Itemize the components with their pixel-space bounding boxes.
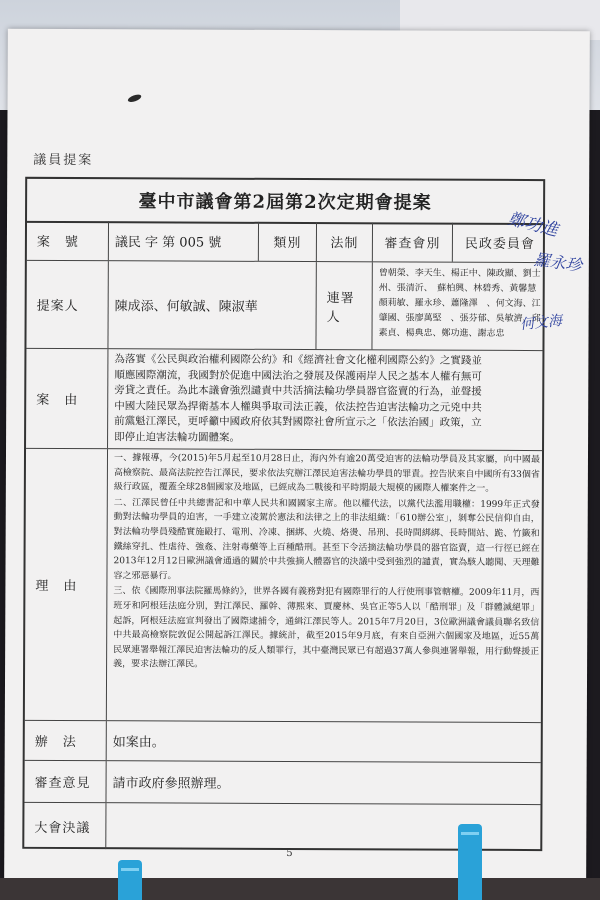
handwritten-note: 何文海 [519, 312, 563, 334]
case-number-row [27, 221, 543, 263]
reason-paragraph: 二、江澤民曾任中共總書記和中華人民共和國國家主席。他以權代法，以黨代法濫用職權：1999年正式發動對法輪功學員的迫害，一手建立凌駕於憲法和法律之上的非法組織：「610辦公室」，剝奪公民信仰自由，對法輪功學員殘酷實施毆打、電刑、冷凍、捆綁、火燒、烙燙、吊刑、長時間綁綁、長時間站、跪、竹籤和鐵絲穿扎、性虐待、強姦、注射毒藥等上百種酷刑。甚至下令活摘法輪功學員的器官盜賣，這一行徑已經在2013年12月12日歐洲議會通過的關於中共強摘人體器官的決議中受到強烈的譴責，實為駭人聽聞、天理難容之邪惡暴行。 [113, 497, 540, 582]
committee-value: 民政委員會 [464, 236, 535, 253]
cosigner-line: 肇國、張廖萬堅 、張芬郁、吳敏濟、邱 [378, 313, 541, 325]
proposers-row [26, 261, 542, 351]
proposers-label: 提案人 [26, 261, 108, 348]
reason-text [107, 449, 546, 722]
case-subject-line: 即停止迫害法輪功圖體案。 [114, 430, 241, 444]
form-title: 臺中市議會第2屆第2次定期會提案 [27, 179, 543, 225]
cosigner-line: 曾朝榮、李天生、楊正中、陳政顯、劉士 [378, 268, 541, 280]
case-number-label: 案 號 [27, 221, 109, 260]
case-subject-line: 為落實《公民與政治權利國際公約》和《經濟社會文化權利國際公約》之實踐並 [114, 353, 482, 367]
case-subject-label: 案 由 [26, 349, 108, 448]
resolution-label: 大會決議 [24, 803, 106, 849]
case-subject-line: 中國大陸民眾為捍衛基本人權與爭取司法正義，依法控告迫害法輪功之元兇中共 [114, 399, 482, 414]
review-label: 審查意見 [24, 761, 106, 802]
ink-mark [127, 93, 142, 103]
method-row [25, 721, 541, 763]
blue-marker-pen [458, 824, 482, 900]
review-row [24, 761, 540, 805]
method-label: 辦 法 [25, 721, 107, 760]
review-value: 請市政府參照辦理。 [112, 776, 230, 792]
case-subject-line: 順應國際潮流，我國對於促進中國法治之發展及保護兩岸人民之基本人權有無可 [114, 368, 482, 383]
header-label: 議員提案 [33, 152, 94, 169]
category-label: 類別 [259, 222, 317, 261]
reason-label: 理 由 [25, 449, 108, 720]
handwritten-note: 鄭功進 [505, 209, 561, 241]
document-page [4, 29, 590, 882]
proposal-form [22, 177, 545, 851]
case-subject-text [108, 349, 546, 450]
cosigner-line: 素貞、楊典忠、鄭功進、謝志忠 [378, 328, 505, 339]
case-subject-line: 前黨魁江澤民，更呼籲中國政府依其對國際社會所宣示之「依法治國」政策，立 [114, 415, 482, 429]
page-number: 5 [286, 847, 293, 859]
method-value: 如案由。 [112, 735, 165, 751]
desk-edge [0, 878, 600, 900]
cosigners-label: 連署人 [316, 262, 372, 349]
handwritten-note: 羅永珍 [532, 249, 583, 276]
reason-paragraph: 三、依《國際刑事法院羅馬條約》，世界各國有義務對犯有國際罪行的人行使刑事管轄權。2009年11月，西班牙和阿根廷法庭分別，對江澤民、羅幹、薄熙來、賈慶林、吳官正等5人以「酷刑罪」及「群體滅絕罪」起訴，阿根廷法庭宣判發出了國際逮捕令，通緝江澤民等人。2015年7月20日，3位歐洲議會議員聯名致信中共最高檢察院敦促公開起訴江澤民。據統計，截至2015年9月底，有來自亞洲六個國家及地區，近55萬民眾連署舉報江澤民迫害法輪功的反人類罪行，其中臺灣民眾已有超過37萬人參與連署舉報，用行動聲援正義，要求法辦江澤民。 [113, 586, 540, 670]
proposers-value: 陳成添、何敏誠、陳淑華 [108, 261, 316, 349]
committee-label: 審查會別 [373, 222, 453, 261]
case-subject-line: 旁貸之責任。為此本議會強烈譴責中共活摘法輪功學員器官盜賣的行為，並聲援 [114, 384, 482, 398]
reason-paragraph: 一、據報導，今(2015)年5月起至10月28日止，海內外有逾20萬受迫害的法輪功學員及其家屬，向中國最高檢察院、最高法院控告江澤民，要求依法究辦江澤民迫害法輪功學員的罪責。控告狀來自中國所有33個省級行政區，覆蓋全球28個國家及地區，已經成為二戰後和平時期最大規模的國際人權案件之一。 [113, 453, 541, 495]
cosigners-list [372, 262, 546, 350]
category-value: 法制 [317, 222, 373, 261]
case-subject-row [26, 349, 542, 451]
case-number-value: 議民 字 第 005 號 [109, 221, 259, 261]
reason-row [25, 449, 542, 723]
cosigner-line: 顏莉敏、羅永珍、蕭隆澤 、何文海、江 [378, 298, 541, 310]
blue-marker-pen [118, 860, 142, 900]
cosigner-line: 州、張清沂、 蘇柏興、林碧秀、黃馨慧 [378, 283, 537, 295]
